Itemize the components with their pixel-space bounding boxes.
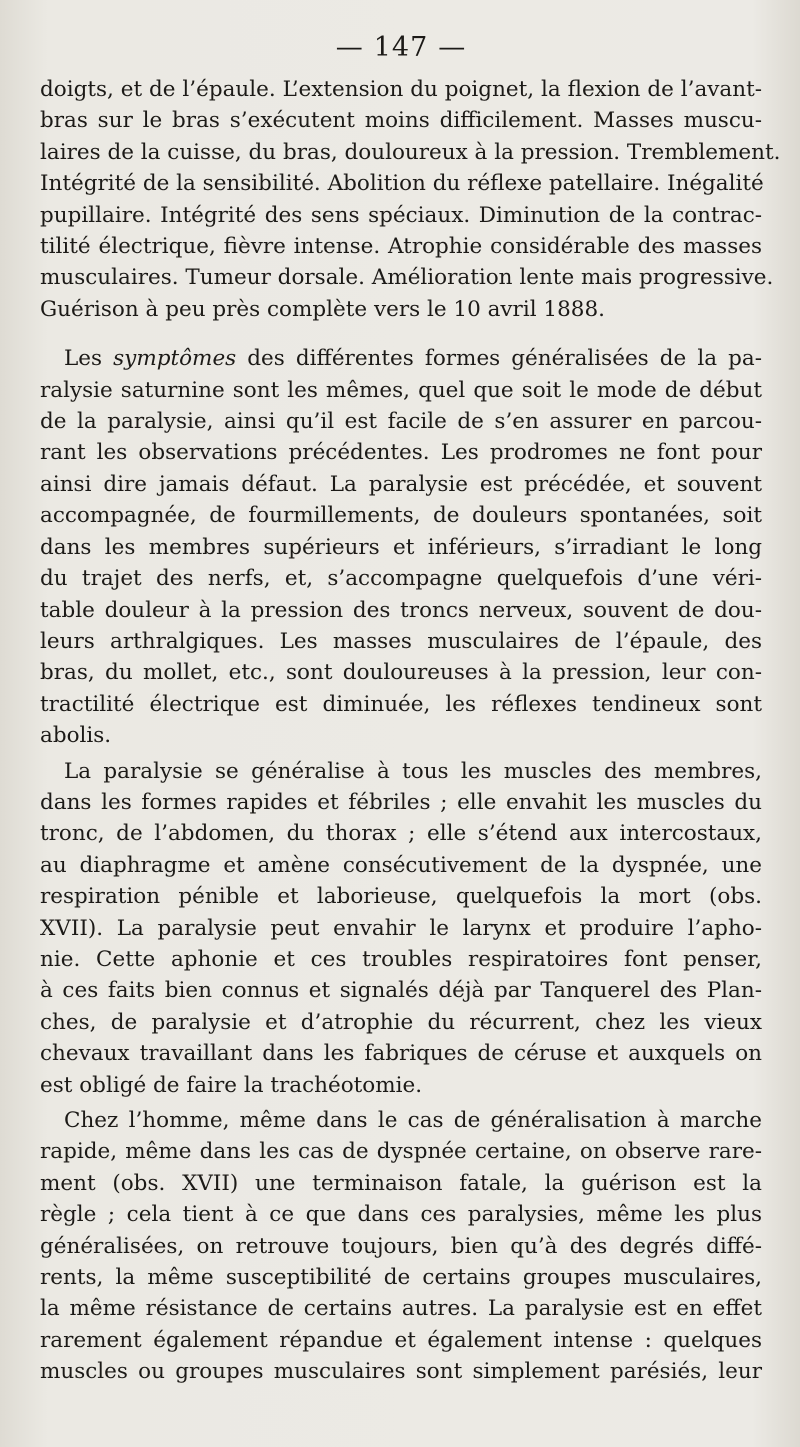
text-line-first (40, 343, 762, 374)
text-line: pupillaire. Intégrité des sens spéciaux. Diminution de la contrac- (40, 202, 762, 228)
folio-dash-right: — (438, 32, 467, 63)
folio-dash-left: — (335, 32, 364, 63)
text-line: Intégrité de la sensibilité. Abolition du réflexe patellaire. Inégalité (40, 171, 764, 197)
text-line: bras sur le bras s’exécutent moins difficilement. Masses muscu- (40, 108, 762, 134)
text-line: dans les formes rapides et fébriles ; elle envahit les muscles du (40, 789, 762, 815)
text-line: est obligé de faire la trachéotomie. (40, 1072, 423, 1098)
paragraph-symptoms (40, 343, 762, 751)
text-line: ainsi dire jamais défaut. La paralysie est précédée, et souvent (40, 471, 762, 497)
text-line: doigts, et de l’épaule. L’extension du poignet, la flexion de l’avant- (40, 77, 762, 102)
text-line: respiration pénible et laborieuse, quelquefois la mort (obs. (40, 884, 762, 910)
text-line: XVII). La paralysie peut envahir le larynx et produire l’apho- (40, 915, 762, 941)
text-line: à ces faits bien connus et signalés déjà par Tanquerel des Plan- (40, 978, 762, 1004)
italic-term: symptômes (113, 346, 237, 372)
text-line: rant les observations précédentes. Les prodromes ne font pour (40, 440, 762, 466)
text-line: table douleur à la pression des troncs nerveux, souvent de dou- (40, 597, 762, 623)
page-folio (40, 30, 762, 66)
text-line: généralisées, on retrouve toujours, bien qu’à des degrés diffé- (40, 1233, 762, 1259)
text-line: au diaphragme et amène consécutivement de la dyspnée, une (40, 852, 762, 878)
text-line: laires de la cuisse, du bras, douloureux à la pression. Tremblement. (40, 139, 781, 165)
paragraph-case-summary (40, 74, 781, 325)
paragraph-generalisation (40, 756, 762, 1101)
text-line: rarement également répandue et également intense : quelques (40, 1327, 762, 1353)
text-line: règle ; cela tient à ce que dans ces paralysies, même les plus (40, 1202, 762, 1228)
page-number: 147 (373, 32, 429, 63)
text-line: tilité électrique, fièvre intense. Atrophie considérable des masses (40, 234, 762, 260)
text-line: leurs arthralgiques. Les masses musculaires de l’épaule, des (40, 628, 762, 654)
text-line: de la paralysie, ainsi qu’il est facile de s’en assurer en parcou- (40, 409, 762, 435)
text-line: Chez l’homme, même dans le cas de généralisation à marche (64, 1108, 762, 1133)
text-line: tronc, de l’abdomen, du thorax ; elle s’étend aux intercostaux, (40, 821, 762, 847)
text-run: des différentes formes généralisées de la pa- (247, 346, 762, 372)
text-line: tractilité électrique est diminuée, les réflexes tendineux sont (40, 691, 762, 717)
text-line: rents, la même susceptibilité de certains groupes musculaires, (40, 1265, 762, 1291)
text-line: du trajet des nerfs, et, s’accompagne quelquefois d’une véri- (40, 566, 762, 592)
text-line: abolis. (40, 723, 112, 749)
text-line: bras, du mollet, etc., sont douloureuses à la pression, leur con- (40, 660, 762, 686)
text-line: muscles ou groupes musculaires sont simplement parésiés, leur (40, 1359, 762, 1385)
text-line: dans les membres supérieurs et inférieurs, s’irradiant le long (40, 534, 762, 560)
text-line: ment (obs. XVII) une terminaison fatale, la guérison est la (40, 1170, 762, 1196)
text-line: chevaux travaillant dans les fabriques de céruse et auxquels on (40, 1041, 762, 1067)
text-run: Les (64, 346, 103, 372)
text-line: La paralysie se généralise à tous les muscles des membres, (64, 758, 762, 784)
paragraph-prognosis (40, 1105, 762, 1388)
text-line: ches, de paralysie et d’atrophie du récurrent, chez les vieux (40, 1009, 762, 1035)
text-line: ralysie saturnine sont les mêmes, quel que soit le mode de début (40, 377, 762, 403)
text-line: la même résistance de certains autres. La paralysie est en effet (40, 1296, 762, 1322)
text-line: nie. Cette aphonie et ces troubles respiratoires font penser, (40, 946, 762, 972)
text-line: rapide, même dans les cas de dyspnée certaine, on observe rare- (40, 1139, 762, 1165)
text-line: accompagnée, de fourmillements, de douleurs spontanées, soit (40, 503, 762, 529)
text-line: musculaires. Tumeur dorsale. Amélioration lente mais progressive. (40, 265, 774, 291)
text-line: Guérison à peu près complète vers le 10 avril 1888. (40, 296, 605, 322)
